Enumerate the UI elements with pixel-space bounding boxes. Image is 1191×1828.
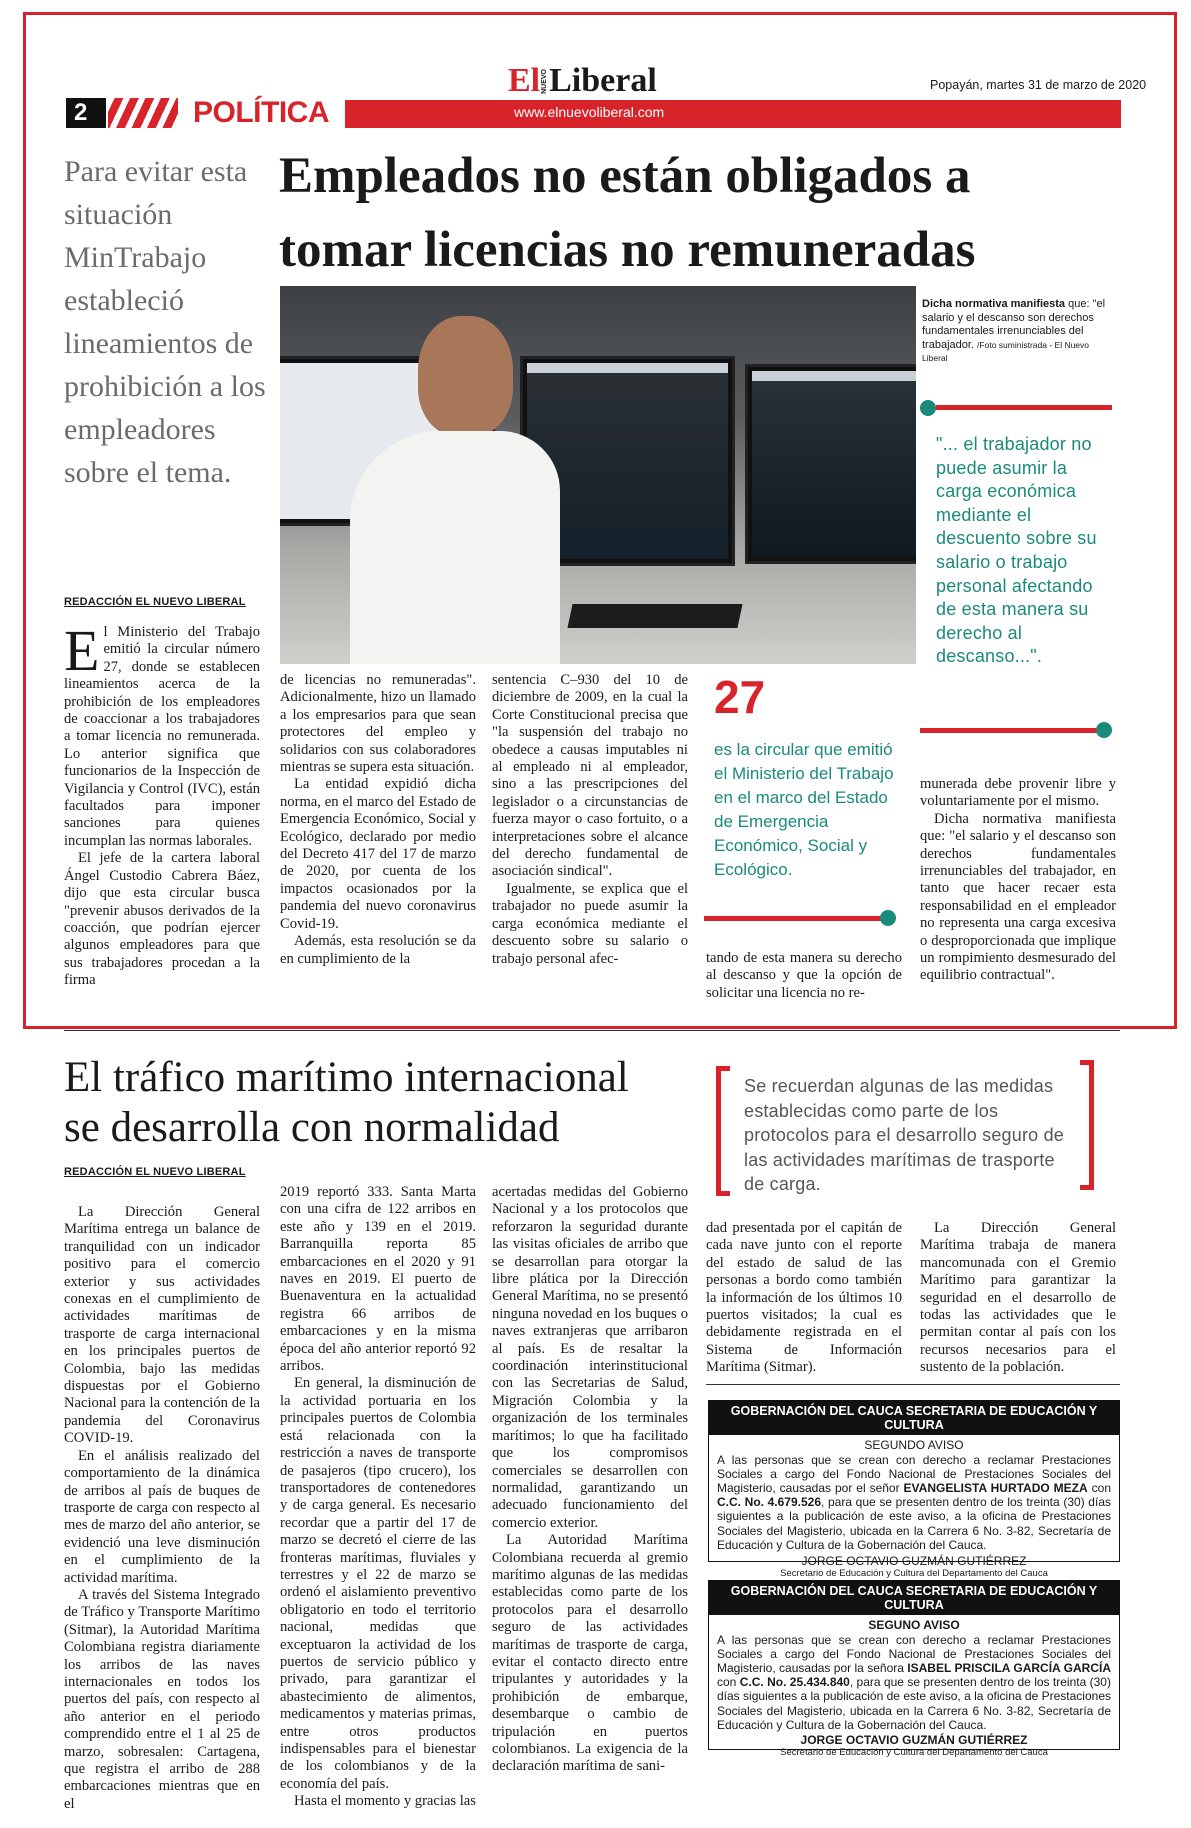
notice1-name: EVANGELISTA HURTADO MEZA xyxy=(903,1481,1088,1496)
section-stripes xyxy=(108,98,178,128)
article2-col3-p1: acertadas medidas del Gobierno Nacional y a los protocolos que reforzaron la seguridad durante las visitas oficiales de arribo que se desarrollan para otorgar la libre plática por la Dirección General Marítima, no se presentó ninguna novedad en los buques o naves extranjeras que arribaron al país. Es de resaltar la coordinación interinstitucional con las Secretarias de Salud, Migración Colombia y la organización de los terminales marítimos; lo que ha facilitado que los compromisos comerciales se desarrollen con normalidad, garantizando un adecuado funcionamiento del comercio exterior. xyxy=(492,1184,688,1531)
notice1-text-c: , para que se presenten dentro de los treinta (30) días siguientes a la publicación de este aviso, a la oficina de Prestaciones Sociales del Magisterio, ubicada en la Carrera 6 No. 3-82, Secretaría de Educación y Cultura de la Gobernación del Cauca. xyxy=(717,1495,1111,1552)
article2-col2-p2: En general, la disminución de la actividad portuaria en los principales puertos de Colombia está relacionada con la restricción a naves de transporte de pasajeros (tipo crucero), los transportadores de contenedores y de carga general. Es necesario recordar que a partir del 17 de marzo se decretó el cierre de las fronteras marítimas, fluviales y terrestres y el 22 de marzo se ordenó el aislamiento preventivo obligatorio en todo el territorio nacional, medidas que exceptuaron la actividad de los puertos de servicio público y privado, para garantizar el abastecimiento de alimentos, medicamentos y materias primas, entre otros productos indispensables para el bienestar de los colombianos y de la economía del país. xyxy=(280,1375,476,1792)
article1-col4-p1: tando de esta manera su derecho al descanso y que la opción de solicitar una licencia no re- xyxy=(706,950,902,1001)
article2-col3-p2: La Autoridad Marítima Colombiana recuerda al gremio marítimo algunas de las medidas establecidas como parte de los protocolos para el desarrollo seguro de las actividades marítimas de trasporte de carga, evitar el contacto directo entre tripulantes y autoridades y la prohibición de embarque, desembarque o cambio de tripulación en puertos colombianos. La exigencia de la declaración marítima de sani- xyxy=(492,1532,688,1775)
notice1-signer-title: Secretario de Educación y Cultura del Departamento del Cauca xyxy=(780,1568,1048,1580)
article1-col2-p2: La entidad expidió dicha norma, en el marco del Estado de Emergencia Económico, Social y Ecológico, declarado por medio del Decreto 417 del 17 de marzo de 2020, por cuenta de los impactos ocasionados por la pandemia del nuevo coronavirus Covid-19. xyxy=(280,776,476,932)
article1-deck: Para evitar esta situación MinTrabajo estableció lineamientos de prohibición a los empleadores sobre el tema. xyxy=(64,155,266,489)
section-label: POLÍTICA xyxy=(193,96,329,129)
article2-col3 xyxy=(492,1184,688,1776)
article2-col4 xyxy=(706,1220,902,1377)
stat-dot xyxy=(880,910,896,926)
monitor-right xyxy=(745,364,916,564)
logo-el: El xyxy=(508,62,541,99)
logo-nuevo: NUEVO xyxy=(541,69,549,94)
photo-caption xyxy=(922,298,1112,366)
article1-col2 xyxy=(280,672,476,968)
photo-credit: /Foto suministrada - El Nuevo Liberal xyxy=(922,339,1090,363)
notice2-text xyxy=(717,1633,1111,1732)
article2-col5-p1: La Dirección General Marítima trabaja de manera mancomunada con el Gremio Marítimo para garantizar la seguridad en el desarrollo de todas las actividades que le permitan contar al país con los recursos necesarios para el sustento de la población. xyxy=(920,1220,1116,1376)
article1-col3 xyxy=(492,672,688,968)
article2-col2 xyxy=(280,1184,476,1811)
notice1-header: GOBERNACIÓN DEL CAUCA SECRETARIA DE EDUCACIÓN Y CULTURA xyxy=(709,1401,1119,1435)
notice2-text-b: con xyxy=(717,1675,740,1690)
article1-col2-p3: Además, esta resolución se da en cumplimiento de la xyxy=(280,933,476,967)
article2-col5 xyxy=(920,1220,1116,1377)
article2-col1-p2: En el análisis realizado del comportamiento de la dinámica de arribos al país de buques de trasporte de carga con respecto al mes de marzo del año anterior, se evidenció una leve disminución en el cumplimiento de la actividad marítima. xyxy=(64,1447,260,1586)
article1-photo xyxy=(280,286,916,664)
article2-headline-line2: se desarrolla con normalidad xyxy=(64,1104,560,1151)
article1-col4 xyxy=(706,950,902,1002)
legal-notice-2 xyxy=(708,1580,1120,1759)
notice2-text-c: , para que se presenten dentro de los treinta (30) días siguientes a la publicación de este aviso, a la oficina de Prestaciones Sociales del Magisterio, ubicada en la Carrera 6 No. 3-82, Secretaría de Educación y Cultura de la Gobernación del Cauca. xyxy=(717,1675,1111,1732)
notices-divider xyxy=(706,1384,1120,1385)
page-number: 2 xyxy=(74,99,88,126)
notice2-text-a: A las personas que se crean con derecho a reclamar Prestaciones Sociales a cargo del Fondo Nacional de Prestaciones Sociales del Magisterio, causadas por la señora xyxy=(717,1632,1111,1676)
quote-line-top xyxy=(936,405,1112,410)
bracket-right xyxy=(1080,1060,1094,1190)
article2-byline: REDACCIÓN EL NUEVO LIBERAL xyxy=(64,1166,246,1178)
bracket-left xyxy=(716,1066,730,1196)
quote-dot-bottom xyxy=(1096,722,1112,738)
photo-caption-bold: Dicha normativa manifiesta xyxy=(922,298,1066,310)
article1-col1-p1: l Ministerio del Trabajo emitió la circular número 27, donde se establecen lineamientos acerca de la prohibición de los empleadores de coaccionar a los trabajadores a tomar licencia no remunerada. Lo anterior significa que funcionarios de la Inspección de Vigilancia y Control (IVC), están facultados para imponer sanciones para quienes incumplan las normas laborales. xyxy=(64,624,260,849)
article1-col1 xyxy=(64,618,260,990)
notice1-signer: JORGE OCTAVIO GUZMÁN GUTIÉRREZ xyxy=(801,1554,1027,1569)
notice1-text xyxy=(717,1453,1111,1552)
dateline: Popayán, martes 31 de marzo de 2020 xyxy=(930,78,1147,92)
notice2-name: ISABEL PRISCILA GARCÍA GARCÍA xyxy=(907,1661,1111,1676)
article1-col5-p1: munerada debe provenir libre y voluntariamente por el mismo. xyxy=(920,776,1116,810)
legal-notice-1 xyxy=(708,1400,1120,1580)
notice2-header: GOBERNACIÓN DEL CAUCA SECRETARIA DE EDUCACIÓN Y CULTURA xyxy=(709,1581,1119,1615)
article1-headline-line1: Empleados no están obligados a xyxy=(279,148,971,204)
article2-headline-line1: El tráfico marítimo internacional xyxy=(64,1054,629,1101)
article2-col4-p1: dad presentada por el capitán de cada nave junto con el reporte del estado de salud de las personas a bordo como también la información de los últimos 10 puertos visitados; la cual es debidamente registrada en el Sistema de Información Marítima (Sitmar). xyxy=(706,1220,902,1376)
notice1-text-b: con xyxy=(1087,1481,1111,1496)
notice2-subtitle: SEGUNO AVISO xyxy=(868,1618,960,1633)
newspaper-logo xyxy=(508,62,657,98)
stat-number: 27 xyxy=(714,671,766,723)
quote-dot-top xyxy=(920,400,936,416)
article1-col3-p2: Igualmente, se explica que el trabajador no puede asumir la carga económica mediante el descuento sobre su salario o trabajo personal afec- xyxy=(492,880,688,967)
article2-col2-p3: Hasta el momento y gracias las xyxy=(294,1793,476,1810)
website-link[interactable]: www.elnuevoliberal.com xyxy=(514,104,665,120)
section-divider xyxy=(64,1030,1120,1031)
article1-col1-p2: El jefe de la cartera laboral Ángel Custodio Cabrera Báez, dijo que esta circular busca "prevenir abusos derivados de la coacción, que podrían ejercer algunos empleadores para que sus trabajadores procedan a la firma xyxy=(64,850,260,989)
article2-col1-p1: La Dirección General Marítima entrega un balance de tranquilidad con un indicador positivo para el comercio exterior y sus actividades conexas en el cumplimiento de actividades marítimas de trasporte de carga internacional en los principales puertos de Colombia, bajo las medidas dispuestas por el Gobierno Nacional para la contención de la pandemia del Coronavirus COVID-19. xyxy=(64,1204,260,1447)
notice2-id: C.C. No. 25.434.840 xyxy=(739,1675,850,1690)
article1-col2-p1: de licencias no remuneradas". Adicionalmente, hizo un llamado a los empresarios para que sean protectores del empleo y solidarios con sus colaboradores mientras se supera esta situación. xyxy=(280,672,476,776)
notice1-subtitle: SEGUNDO AVISO xyxy=(864,1438,964,1453)
article1-byline: REDACCIÓN EL NUEVO LIBERAL xyxy=(64,596,246,608)
article2-col1-p3: A través del Sistema Integrado de Tráfico y Transporte Marítimo (Sitmar), la Autoridad Marítima Colombiana registra diariamente los arribos de las naves internacionales en todos los puertos del país, con respecto al año anterior en el periodo comprendido entre el 1 al 25 de marzo, sobresalen: Cartagena, que registra el arribo de 288 embarcaciones mientras que en el xyxy=(64,1586,260,1812)
article1-headline-line2: tomar licencias no remuneradas xyxy=(279,222,976,278)
stat-text: es la circular que emitió el Ministerio del Trabajo en el marco del Estado de Emergencia Económico, Social y Ecológico. xyxy=(714,740,894,879)
article2-col2-p1: 2019 reportó 333. Santa Marta con una cifra de 122 arribos en este año y 139 en el 2019. Barranquilla reporta 85 embarcaciones en el 2020 y 91 naves en 2019. El puerto de Buenaventura en la actualidad registra 66 arribos de embarcaciones y en la misma época del año anterior reportó 92 arribos. xyxy=(280,1184,476,1375)
article2-pull-quote: Se recuerdan algunas de las medidas establecidas como parte de los protocolos para el desarrollo seguro de las actividades marítimas de trasporte de carga. xyxy=(744,1076,1064,1194)
stat-line xyxy=(704,916,882,921)
keyboard xyxy=(567,604,742,628)
notice2-signer: JORGE OCTAVIO GUZMÁN GUTIÉRREZ xyxy=(800,1733,1028,1748)
dropcap: E xyxy=(64,618,100,683)
article1-col5-p2: Dicha normativa manifiesta que: "el salario y el descanso son derechos fundamentales irrenunciables del trabajador, en tanto que hacer recaer esta responsabilidad en el empleador no representa una carga excesiva o desproporcionada que implique un rompimiento desmesurado del equilibrio contractual". xyxy=(920,810,1116,984)
notice1-id: C.C. No. 4.679.526 xyxy=(717,1495,822,1510)
article1-col3-p1: sentencia C–930 del 10 de diciembre de 2009, en la cual la Corte Constitucional precisa que "la suspensión del trabajo no obedece a causas imputables ni al empleado ni al empleador, sino a las prescripciones del legislador o a circunstancias de fuerza mayor o caso fortuito, o a interpretaciones sobre el alcance del derecho fundamental de asociación sindical". xyxy=(492,672,688,880)
notice2-signer-title: Secretario de Educación y Cultura del Departamento del Cauca xyxy=(780,1747,1048,1759)
logo-liberal: Liberal xyxy=(549,62,657,99)
article1-pull-quote: "... el trabajador no puede asumir la carga económica mediante el descuento sobre su salario o trabajo personal afectando de esta manera su derecho al descanso...". xyxy=(936,434,1097,667)
article2-col1 xyxy=(64,1204,260,1813)
article1-col5 xyxy=(920,776,1116,985)
quote-line-bottom xyxy=(920,728,1102,733)
operator-figure xyxy=(350,316,550,664)
masthead-red-bar xyxy=(345,100,1121,128)
notice1-text-a: A las personas que se crean con derecho a reclamar Prestaciones Sociales a cargo del Fondo Nacional de Prestaciones Sociales del Magisterio, causadas por el señor xyxy=(717,1452,1111,1496)
photo-caption-text: que: "el salario y el descanso son derechos fundamentales irrenunciables del trabajador. xyxy=(922,298,1106,351)
